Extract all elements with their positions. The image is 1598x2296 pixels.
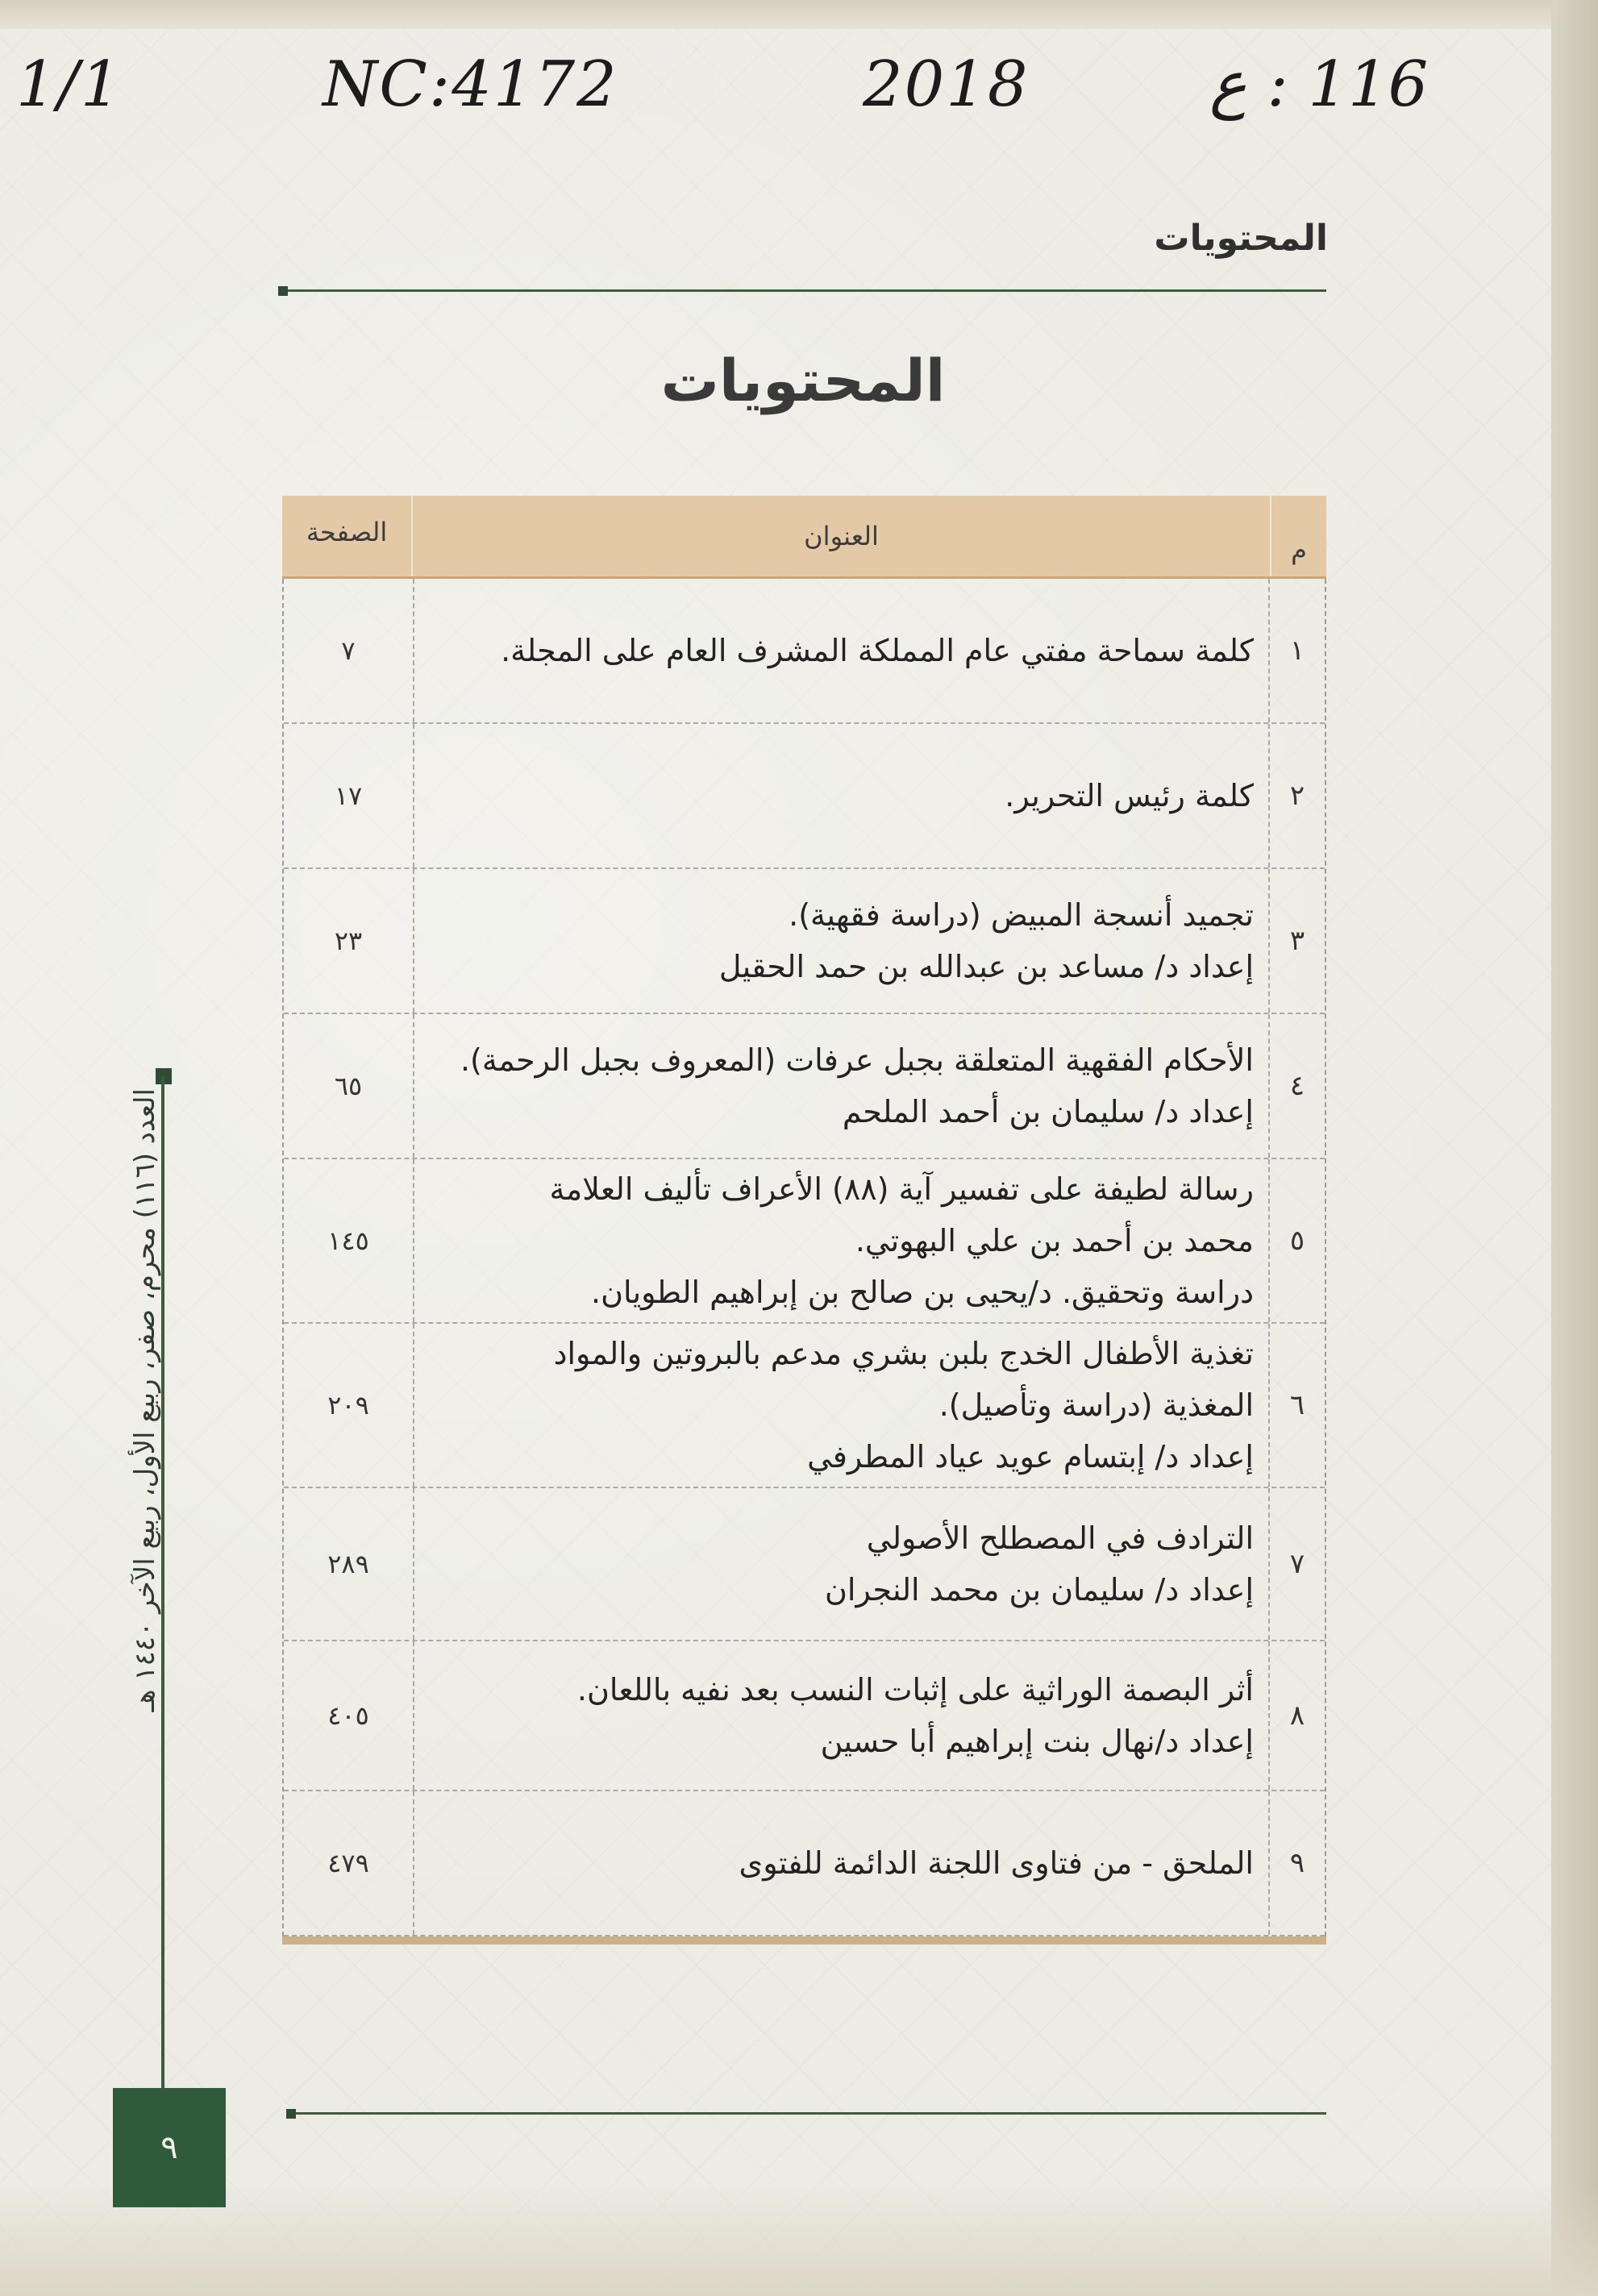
table-row [284,1641,1325,1791]
row-page: ١٧ [284,724,414,867]
row-page: ١٤٥ [284,1159,414,1322]
row-number: ٣ [1268,869,1325,1013]
table-body [282,579,1326,1936]
row-number: ٩ [1268,1791,1325,1935]
table-row [284,724,1325,869]
table-row [284,1324,1325,1488]
row-page: ٦٥ [284,1014,414,1158]
row-author-line: إعداد د/ مساعد بن عبدالله بن حمد الحقيل [718,949,1254,984]
row-page: ٤٧٩ [284,1791,414,1935]
row-number: ٢ [1268,724,1325,867]
row-title [414,579,1268,722]
row-title-line: تغذية الأطفال الخدج بلبن بشري مدعم بالبروتين والمواد [553,1336,1254,1371]
top-ornament-strip [0,0,1598,29]
row-title-line: الملحق - من فتاوى اللجنة الدائمة للفتوى [739,1845,1254,1881]
issue-side-label: العدد (١١٦) محرم، صفر، ربيع الأول، ربيع الآخر ١٤٤٠ هـ [129,1088,161,1712]
row-title [414,1791,1268,1935]
page-number: ٩ [160,2129,178,2166]
row-title [414,1324,1268,1487]
row-title [414,1014,1268,1158]
table-row [284,1488,1325,1641]
row-number: ٤ [1268,1014,1325,1158]
table-row [284,579,1325,724]
row-title [414,1641,1268,1790]
row-title-line: أثر البصمة الوراثية على إثبات النسب بعد نفيه باللعان. [576,1672,1254,1707]
row-title [414,1488,1268,1640]
header-number: م [1270,496,1326,576]
table-row [284,1791,1325,1936]
row-page: ٢٣ [284,869,414,1013]
footer-rule [286,2112,1326,2115]
row-number: ٥ [1268,1159,1325,1322]
row-page: ٢٠٩ [284,1324,414,1487]
row-number: ١ [1268,579,1325,722]
page-edge-shadow [1551,0,1598,2296]
row-page: ٤٠٥ [284,1641,414,1790]
handwritten-issue: 116 : ع [1209,48,1429,121]
row-number: ٦ [1268,1324,1325,1487]
row-title [414,724,1268,867]
table-row [284,1159,1325,1324]
row-title-line: الترادف في المصطلح الأصولي [866,1520,1254,1556]
table-header [282,496,1326,579]
running-header-title: المحتويات [1154,218,1328,259]
handwritten-year: 2018 [863,48,1030,121]
row-author-line: إعداد د/نهال بنت إبراهيم أبا حسين [820,1724,1254,1759]
row-title-line: محمد بن أحمد بن علي البهوتي. [855,1223,1254,1258]
row-title-line: الأحكام الفقهية المتعلقة بجبل عرفات (المعروف بجبل الرحمة). [460,1042,1254,1078]
page-title: المحتويات [660,347,946,414]
page-number-box [113,2088,226,2207]
row-title-line: كلمة رئيس التحرير. [1005,778,1254,813]
table-row [284,869,1325,1014]
header-page: الصفحة [282,496,413,576]
row-title-line: المغذية (دراسة وتأصيل). [938,1387,1254,1423]
row-title [414,869,1268,1013]
row-author-line: إعداد د/ سليمان بن محمد النجران [825,1572,1254,1608]
row-number: ٨ [1268,1641,1325,1790]
row-title-line: كلمة سماحة مفتي عام المملكة المشرف العام على المجلة. [501,633,1254,668]
table-row [284,1014,1325,1159]
handwritten-code: NC:4172 [323,48,618,121]
row-title-line: رسالة لطيفة على تفسير آية (٨٨) الأعراف تأليف العلامة [549,1171,1254,1207]
row-author-line: دراسة وتحقيق. د/يحيى بن صالح بن إبراهيم الطويان. [591,1275,1254,1310]
contents-table [282,496,1326,1945]
footer-rule-dot [286,2109,296,2119]
header-rule-dot [278,286,288,296]
row-number: ٧ [1268,1488,1325,1640]
table-bottom-border [282,1936,1326,1945]
header-rule [278,289,1326,292]
row-title [414,1159,1268,1322]
row-page: ٧ [284,579,414,722]
row-author-line: إعداد د/ إبتسام عويد عياد المطرفي [807,1439,1254,1475]
row-title-line: تجميد أنسجة المبيض (دراسة فقهية). [789,897,1254,933]
row-author-line: إعداد د/ سليمان بن أحمد الملحم [842,1094,1254,1129]
bottom-ornament-strip [0,2183,1598,2296]
row-page: ٢٨٩ [284,1488,414,1640]
header-title: العنوان [804,521,879,551]
handwritten-fraction: 1/1 [16,48,123,121]
